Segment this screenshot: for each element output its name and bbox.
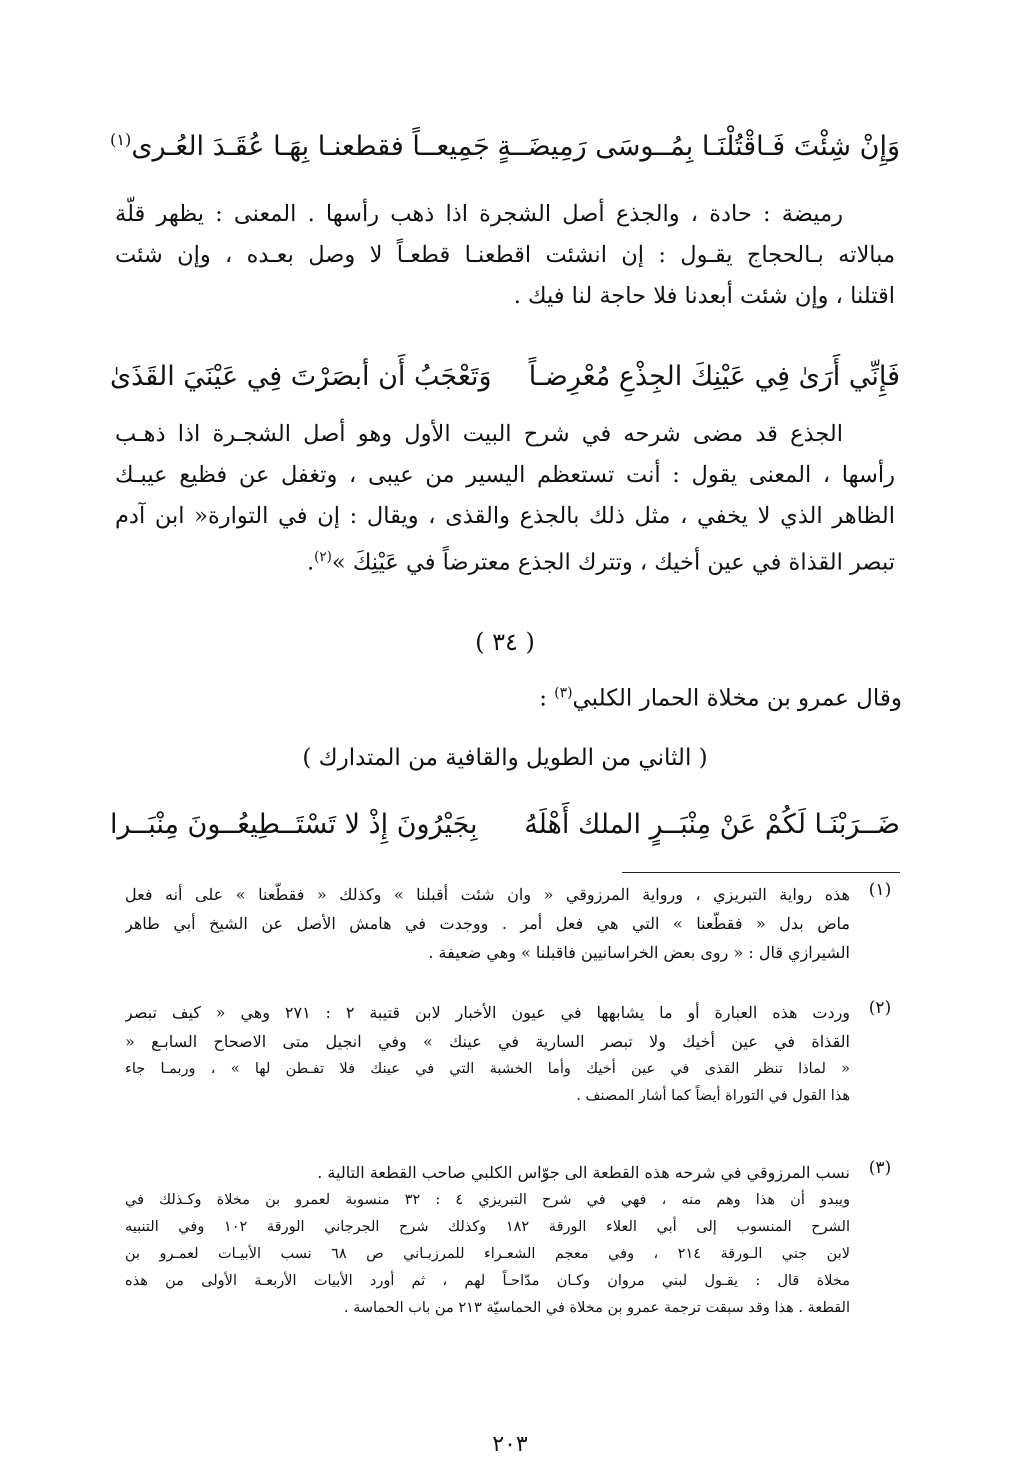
- footnote-1: [125, 880, 900, 967]
- paragraph-line: الجذع قد مضى شرحه في شرح البيت الأول وهو أصل الشجـرة اذا ذهـب: [115, 421, 843, 447]
- paragraph-line: تبصر القذاة في عين أخيك ، وتترك الجذع معترضاً في عَيْنِكَ »$^{(٢)}$.: [306, 549, 895, 576]
- footnote-line: هذه رواية التبريزي ، ورواية المرزوقي « وان شئت أقبلنا » وكذلك « فقطّعنا » على أنه فعل: [125, 885, 850, 904]
- footnote-line: « لماذا تنظر القذى في عين أخيك وأما الخشبة التي في عينك فلا تفـطن لها » ، وربمـا جاء: [125, 1061, 850, 1077]
- footnote-number: (٣): [868, 1158, 892, 1178]
- page-number: ٢٠٣: [492, 1432, 528, 1457]
- footnote-line: القطعة . هذا وقد سبقت ترجمة عمرو بن مخلاة في الحماسيّة ٢١٣ من باب الحماسة .: [343, 1300, 850, 1316]
- footnote-line: الشيرازي قال : « روى بعض الخراسانيين فاقبلنا » وهي ضعيفة .: [428, 943, 850, 962]
- verse-1-right-hemistich: وَإِنْ شِئْتَ فَـاقْتُلْنَـا بِمُــوسَى رَمِيضَــةٍ: [497, 130, 900, 162]
- footnote-3: [125, 1158, 900, 1322]
- verse-2-right-hemistich: فَإِنِّي أَرَىٰ فِي عَيْنِكَ الجِذْعِ مُعْرِضـاً: [528, 360, 900, 392]
- section-number: ( ٣٤ ): [475, 628, 535, 656]
- footnote-line: القذاة في عين أخيك ولا تبصر السارية في عينك » وفي انجيل متى الاصحاح السابـع «: [125, 1032, 850, 1051]
- verse-3-left-hemistich: بِجَيْرُونَ إِذْ لا تَسْتَــطِيعُــونَ مِنْبَــرا: [110, 808, 478, 840]
- footnote-line: ويبدو أن هذا وهم منه ، فهي في شرح التبريزي ٤ : ٣٢ منسوبة لعمرو بن مخلاة وكـذلك في: [125, 1192, 850, 1208]
- paragraph-line: مبالاته بـالحجاج يقـول : إن انشئت اقطعنـا قطعـاً لا وصل بعـده ، وإن شئت: [115, 242, 895, 268]
- footnote-ref-2: (٢): [314, 549, 332, 565]
- footnote-2: [125, 998, 900, 1110]
- verse-1-left-hemistich: جَمِيعــاً فقطعنـا بِهَـا عُقَـدَ العُـرى$^{(١)}$: [110, 130, 490, 162]
- footnote-number: (٢): [868, 998, 892, 1018]
- paragraph-line: رأسها ، المعنى يقول : أنت تستعظم اليسير من عيبى ، وتغفل عن فظيع عيبـك: [115, 462, 895, 488]
- footnote-line: هذا القول في التوراة أيضاً كما أشار المصنف .: [576, 1088, 850, 1104]
- paragraph-line: الظاهر الذي لا يخفي ، مثل ذلك بالجذع والقذى ، ويقال : إن في التوارة« ابن آدم: [115, 503, 895, 529]
- verse-3: [110, 800, 900, 848]
- paragraph-line: رميضة : حادة ، والجذع أصل الشجرة اذا ذهب رأسها . المعنى : يظهر قلّة: [115, 201, 843, 227]
- footnote-number: (١): [868, 880, 892, 900]
- footnote-separator: [622, 872, 900, 873]
- verse-2-left-hemistich: وَتَعْجَبُ أَن أبصَرْتَ فِي عَيْنَيَ القَذَىٰ: [110, 360, 492, 392]
- meter-line: ( الثاني من الطويل والقافية من المتدارك ): [302, 745, 708, 771]
- footnote-ref-1: (١): [110, 130, 132, 149]
- paragraph-line: اقتلنا ، وإن شئت أبعدنا فلا حاجة لنا فيك .: [513, 283, 895, 309]
- footnote-line: لابن جني الـورقة ٢١٤ ، وفي معجم الشعـراء للمرزبـاني ص ٦٨ نسب الأبيـات لعمـرو بن: [125, 1246, 850, 1262]
- footnote-line: مخلاة قال : يقـول لبني مروان وكـان مدّاحـاً لهم ، ثم أورد الأبيات الأربعـة الأولى من هذه: [125, 1273, 850, 1289]
- verse-3-right-hemistich: ضَــرَبْنَـا لَكُمْ عَنْ مِنْبَــرٍ الملك أَهْلَهُ: [524, 808, 900, 840]
- poem-intro: وقال عمرو بن مخلاة الحمار الكلبي$^{(٣)}$ :: [539, 685, 902, 712]
- commentary-paragraph-1: [115, 194, 895, 317]
- commentary-paragraph-2: [115, 414, 895, 584]
- footnote-line: الشرح المنسوب إلى أبي العلاء الورقة ١٨٢ وكذلك شرح الجرجاني الورقة ١٠٢ وفي التنبيه: [125, 1219, 850, 1235]
- verse-2: [110, 352, 900, 400]
- verse-1: [110, 122, 900, 170]
- footnote-line: نسب المرزوقي في شرحه هذه القطعة الى جوّاس الكلبي صاحب القطعة التالية .: [317, 1163, 850, 1182]
- footnote-ref-3: (٣): [554, 685, 573, 701]
- footnote-line: وردت هذه العبارة أو ما يشابهها في عيون الأخبار لابن قتيبة ٢ : ٢٧١ وهي « كيف تبصر: [125, 1003, 850, 1022]
- footnote-line: ماض بدل « فقطّعنا » التي هي فعل أمر . ووجدت في هامش الأصل عن الشيخ أبي طاهر: [125, 914, 850, 933]
